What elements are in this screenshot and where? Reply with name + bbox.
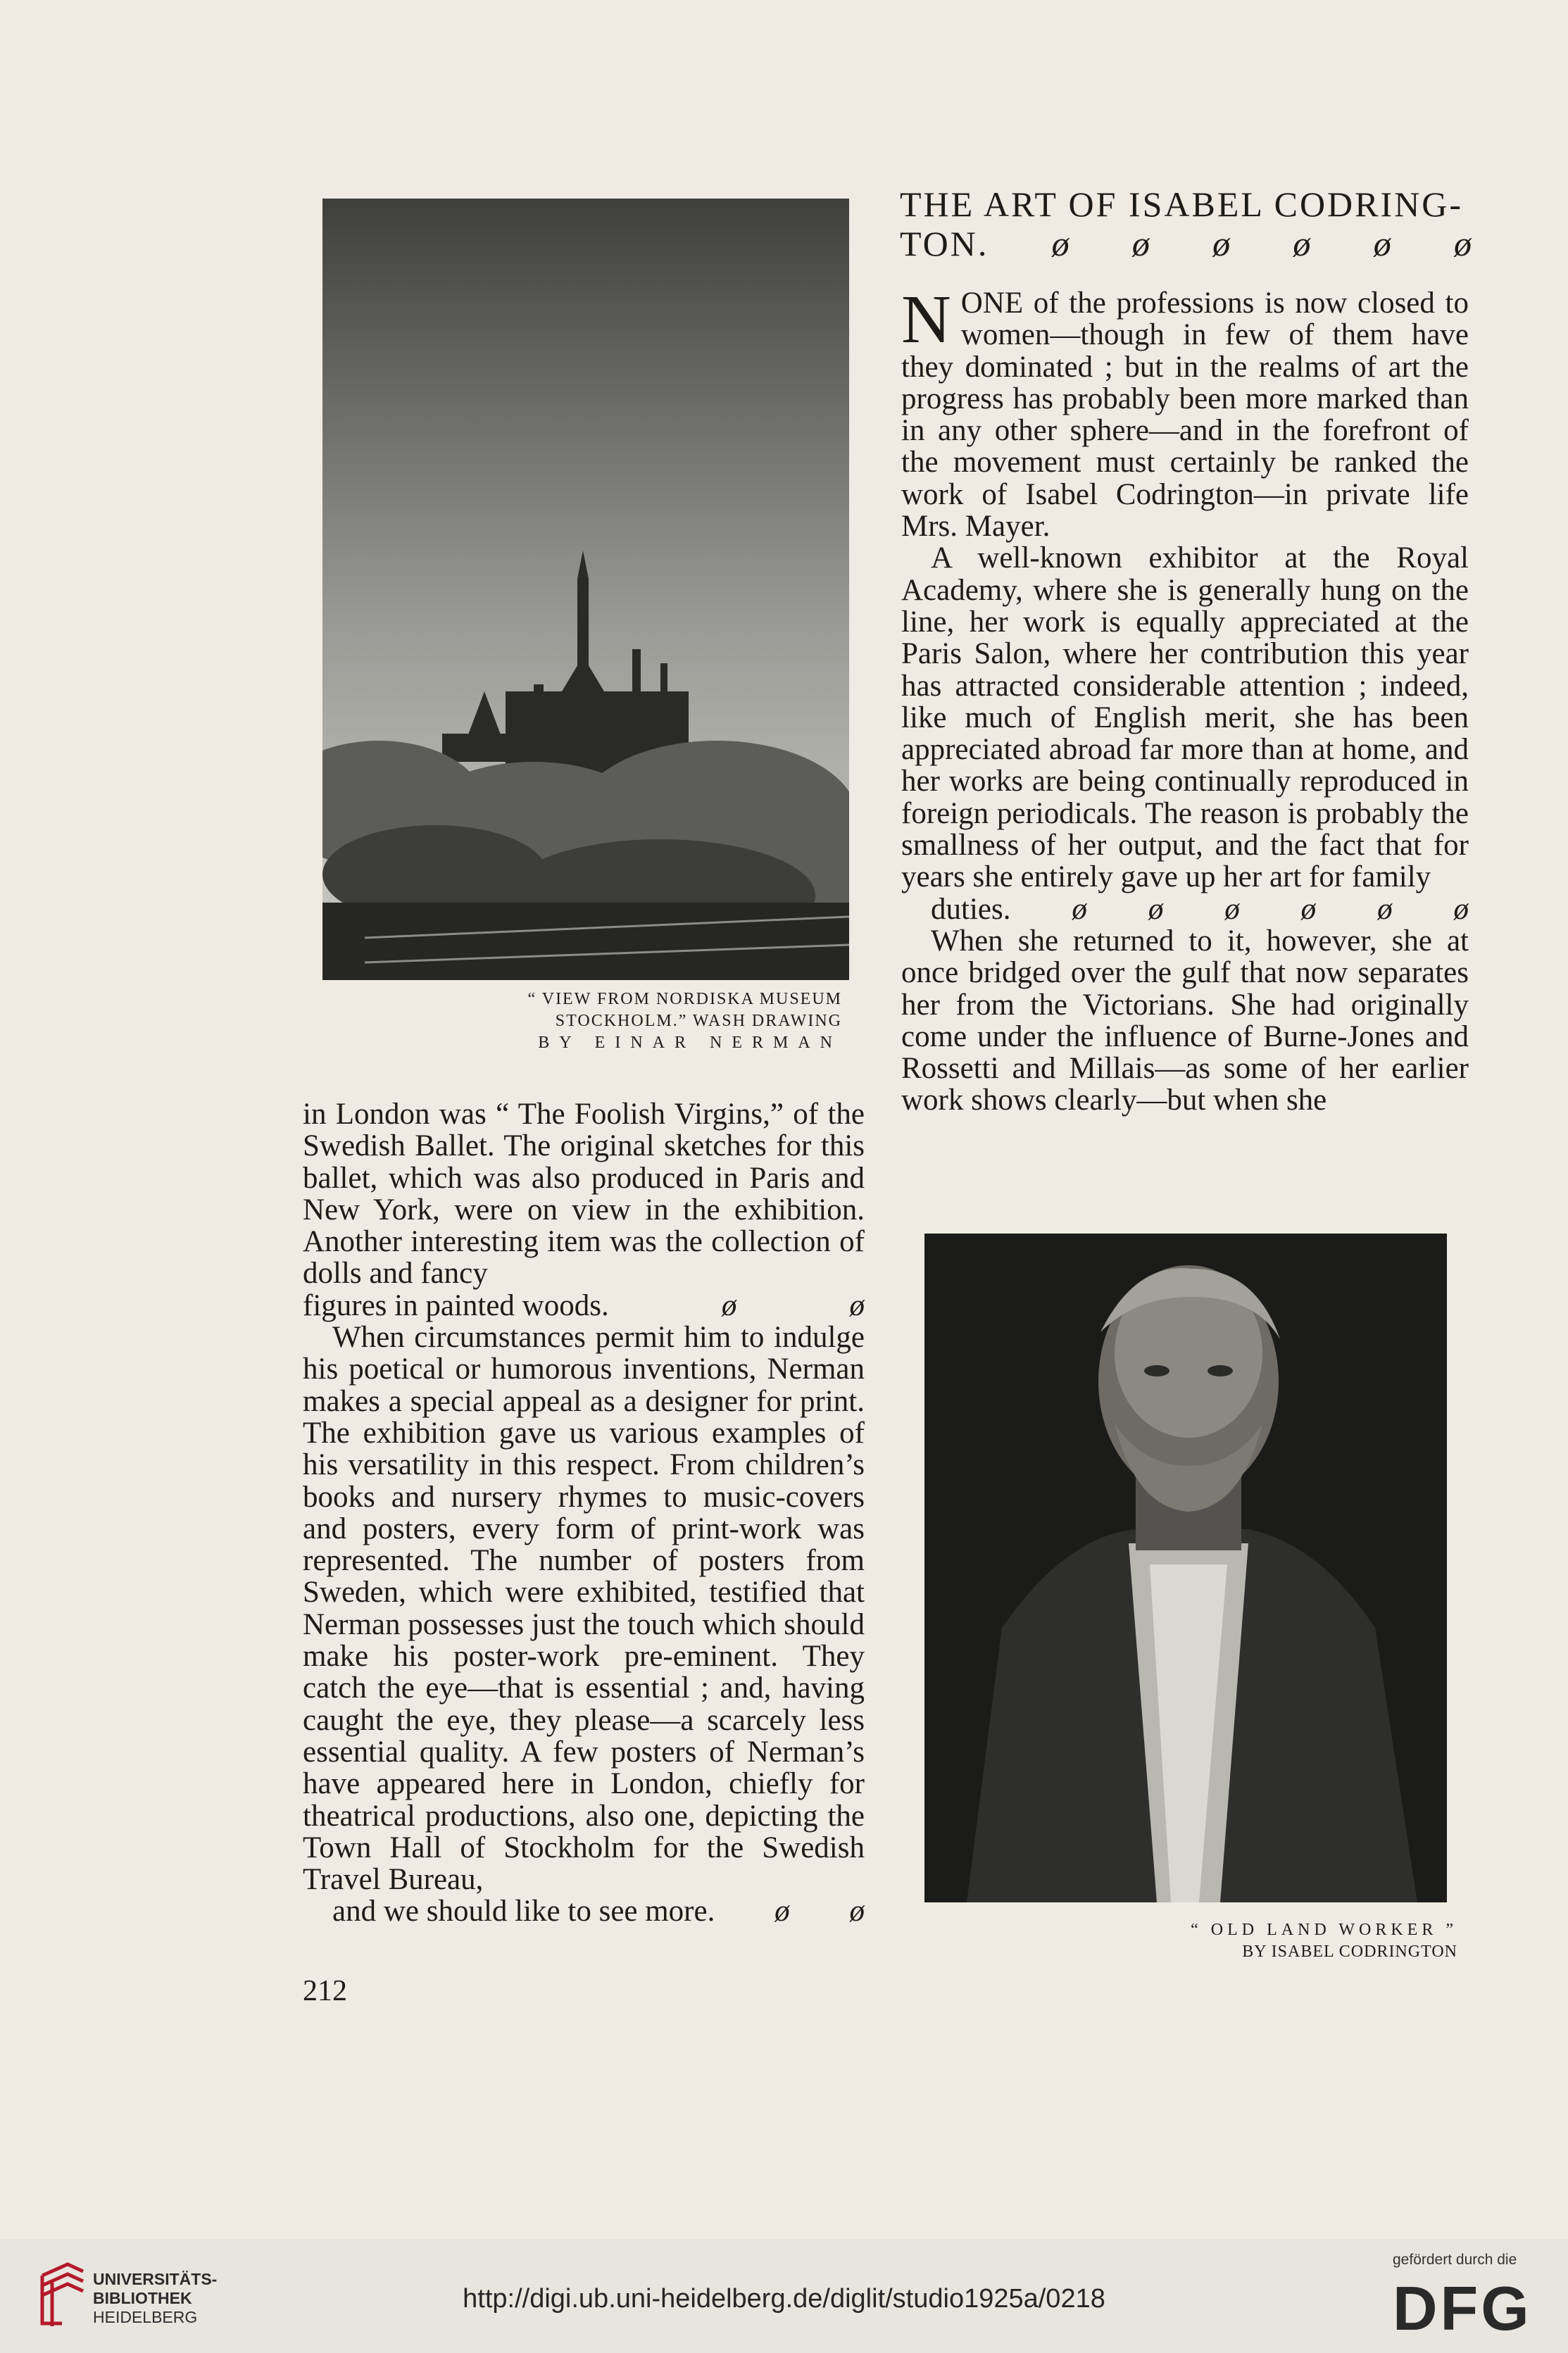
paragraph-end-row [901,893,1469,925]
ornament-icon: ø [1300,892,1317,926]
ornament-icon: ø [1373,224,1391,263]
dfg-logo: DFG [1393,2273,1532,2343]
ornament-icon: ø [1131,224,1150,263]
paragraph-end: and we should like to see more. [332,1895,715,1928]
paragraph-end-row [303,1290,865,1322]
ornament-icon: ø [1072,892,1087,926]
library-line: BIBLIOTHEK [93,2289,192,2307]
paragraph-end: figures in painted woods. [303,1288,609,1322]
paragraph-end-row [303,1895,865,1927]
paragraph: When she returned to it, however, she at once bridged over the gulf that now separates her from the Victorians. She had originally come under the influence of Burne-Jones and Rossetti and Millais—as some of her earlier work shows clearly—but when she [901,924,1469,1117]
library-line: UNIVERSITÄTS- [93,2270,218,2288]
ornament-icon: ø [721,1288,737,1322]
source-url-link[interactable]: http://digi.ub.uni-heidelberg.de/diglit/studio1925a/0218 [463,2284,1105,2314]
right-illustration-caption [1098,1919,1457,1963]
paragraph: ONE of the professions is now closed to women—though in few of them have they dominated ; but in the realms of art the progress has probably been more marked than in any other sphere—and in the forefront of the movement must certainly be ranked the work of Isabel Codrington—in private life Mrs. Mayer. [901,287,1469,544]
library-line: HEIDELBERG [93,2308,198,2326]
ornament-icon: ø [1148,892,1164,926]
page-number: 212 [303,1975,347,2007]
ornament-icon: ø [1293,224,1311,263]
paragraph: in London was “ The Foolish Virgins,” of the Swedish Ballet. The original sketches for this ballet, which was also produced in Paris and New York, were on view in the exhibition. Another interesting item was the collection of dolls and fancy [303,1098,865,1291]
right-column-text [901,282,1469,1117]
drop-cap: N [901,282,951,358]
title-line-2 [900,224,1472,263]
paragraph-end: duties. [931,892,1011,926]
ornament-icon: ø [849,1288,865,1322]
caption-line: STOCKHOLM.” WASH DRAWING [555,1012,842,1030]
paragraph: When circumstances permit him to indulge his poetical or humorous inventions, Nerman makes a special appeal as a designer for print. The exhibition gave us various examples of his versatility in this respect. From children’s books and nursery rhymes to music-covers and posters, every form of print-work was represented. The number of posters from Sweden, which were exhibited, testified that Nerman possesses just the touch which should make his poster-work pre-eminent. They catch the eye—that is essential ; and, having caught the eye, they please—a scarcely less essential quality. A few posters of Nerman’s have appeared here in London, chiefly for theatrical productions, also one, depicting the Town Hall of Stockholm for the Swedish Travel Bureau, [303,1321,865,1897]
left-column-text [303,1098,865,1928]
caption-credit: BY ISABEL CODRINGTON [1242,1943,1457,1961]
ornament-icon: ø [1377,892,1393,926]
ornament-icon: ø [1453,224,1472,263]
caption-title: “ OLD LAND WORKER ” [1191,1921,1457,1939]
ornament-icon: ø [1212,224,1231,263]
left-illustration-caption [451,989,842,1054]
paragraph: A well-known exhibitor at the Royal Academy, where she is generally hung on the line, her work is equally appreciated at the Paris Salon, where her contribution this year has attracted considerable attention ; indeed, like much of English merit, she has been appreciated abroad far more than at home, and her works are being continually reproduced in foreign periodicals. The reason is probably the smallness of her output, and the fact that for years she entirely gave up her art for family [901,541,1469,894]
illustration-old-land-worker [924,1234,1447,1902]
illustration-nordiska-museum [322,199,849,980]
article-title [900,184,1472,263]
funding-note: gefördert durch die [1393,2252,1517,2268]
ornament-icon: ø [1051,224,1070,263]
ornament-icon: ø [1224,892,1240,926]
title-line: THE ART OF ISABEL CODRING- [900,184,1464,224]
title-end: TON. [900,224,989,263]
caption-line: “ VIEW FROM NORDISKA MUSEUM [527,990,842,1008]
ornament-icon: ø [849,1895,865,1928]
caption-credit: BY EINAR NERMAN [538,1034,842,1052]
ornament-icon: ø [1453,892,1469,926]
ornament-icon: ø [774,1895,790,1928]
